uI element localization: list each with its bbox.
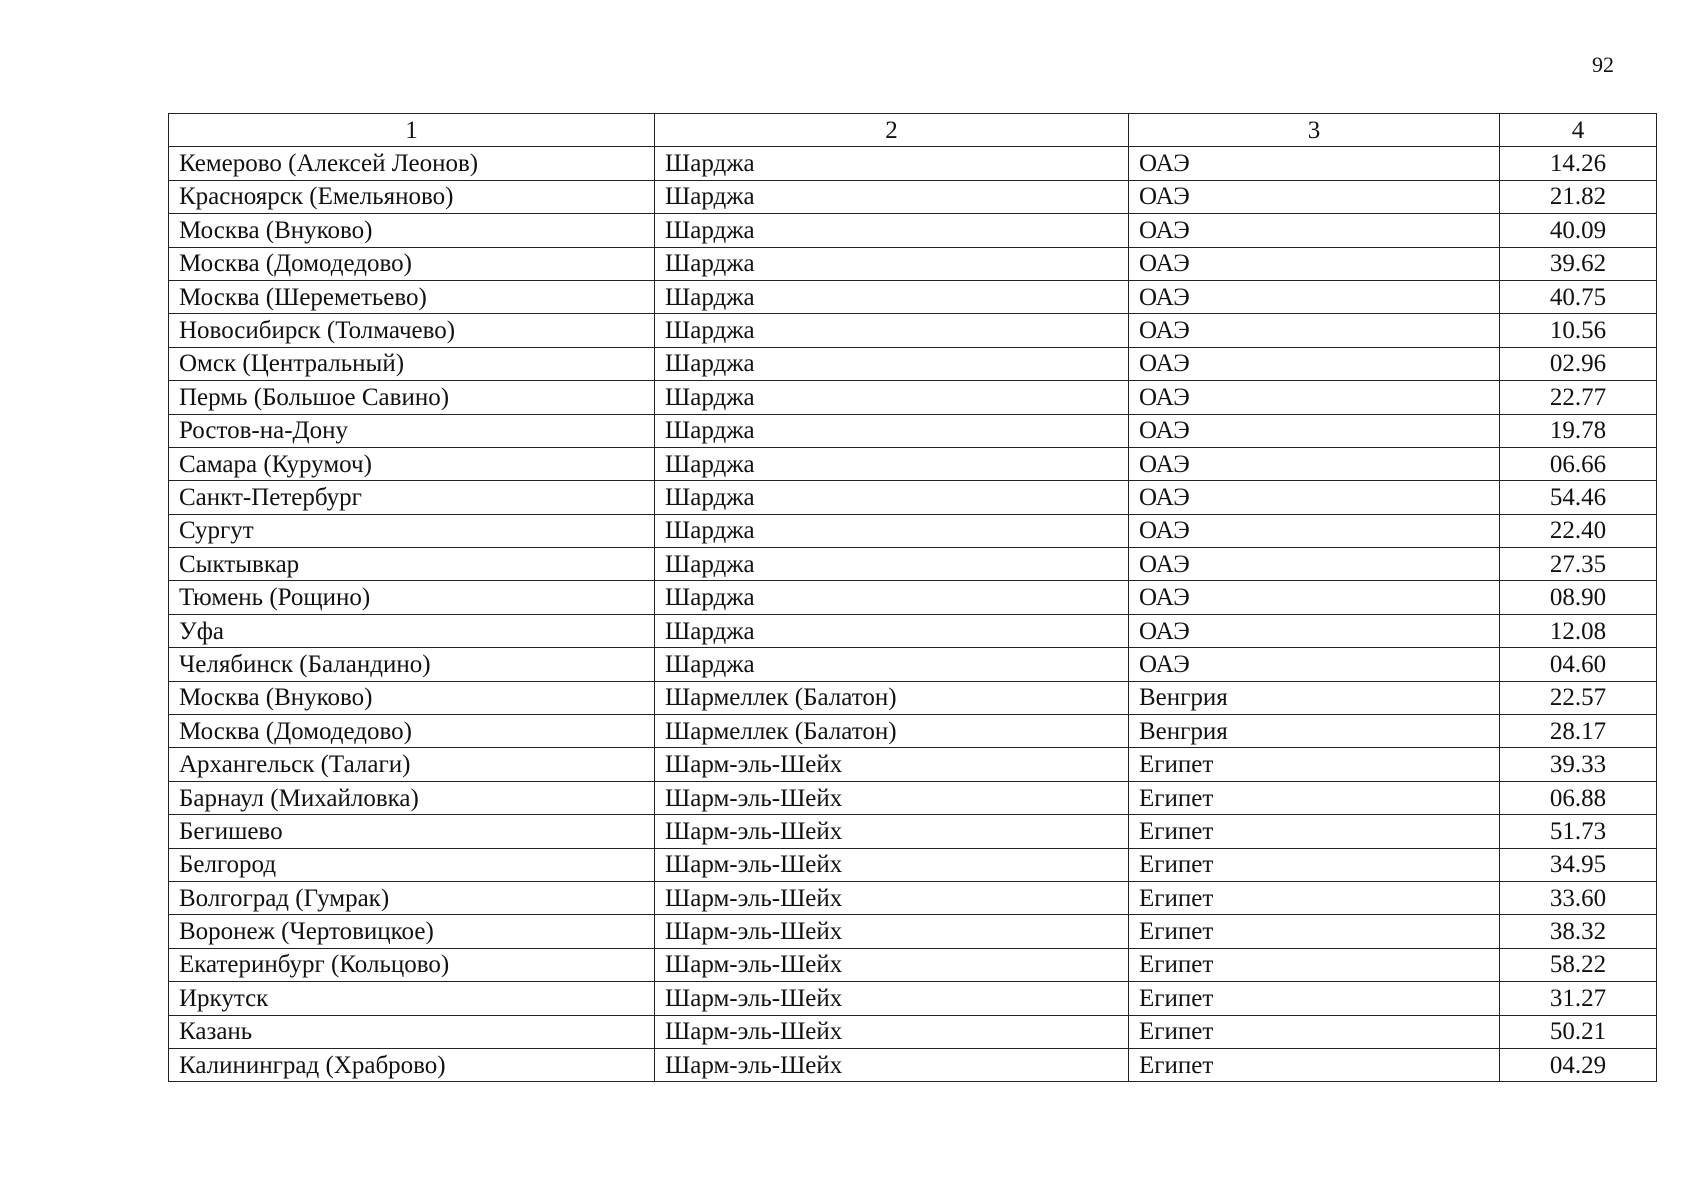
country-cell: Египет xyxy=(1129,982,1500,1015)
table-row xyxy=(169,314,1657,347)
departure-city-cell: Москва (Домодедово) xyxy=(169,247,655,280)
column-header-2: 2 xyxy=(655,114,1129,147)
departure-city-cell: Москва (Шереметьево) xyxy=(169,280,655,313)
country-cell: ОАЭ xyxy=(1129,614,1500,647)
country-cell: Египет xyxy=(1129,748,1500,781)
departure-city-cell: Челябинск (Баландино) xyxy=(169,648,655,681)
table-row xyxy=(169,848,1657,881)
departure-city-cell: Калининград (Храброво) xyxy=(169,1048,655,1081)
table-row xyxy=(169,514,1657,547)
departure-city-cell: Архангельск (Талаги) xyxy=(169,748,655,781)
table-row xyxy=(169,347,1657,380)
country-cell: ОАЭ xyxy=(1129,481,1500,514)
country-cell: ОАЭ xyxy=(1129,548,1500,581)
departure-city-cell: Красноярск (Емельяново) xyxy=(169,180,655,213)
table-row xyxy=(169,781,1657,814)
column-header-4: 4 xyxy=(1500,114,1657,147)
value-cell: 38.32 xyxy=(1500,915,1657,948)
table-row xyxy=(169,247,1657,280)
header-row xyxy=(169,114,1657,147)
destination-cell: Шарм-эль-Шейх xyxy=(655,1015,1129,1048)
value-cell: 22.57 xyxy=(1500,681,1657,714)
table-row xyxy=(169,748,1657,781)
value-cell: 06.66 xyxy=(1500,447,1657,480)
table-row xyxy=(169,982,1657,1015)
table-row xyxy=(169,447,1657,480)
country-cell: ОАЭ xyxy=(1129,581,1500,614)
value-cell: 40.09 xyxy=(1500,214,1657,247)
country-cell: Египет xyxy=(1129,815,1500,848)
destination-cell: Шарджа xyxy=(655,614,1129,647)
value-cell: 34.95 xyxy=(1500,848,1657,881)
departure-city-cell: Санкт-Петербург xyxy=(169,481,655,514)
value-cell: 39.62 xyxy=(1500,247,1657,280)
departure-city-cell: Сургут xyxy=(169,514,655,547)
destination-cell: Шарджа xyxy=(655,581,1129,614)
table-row xyxy=(169,681,1657,714)
destination-cell: Шарджа xyxy=(655,180,1129,213)
departure-city-cell: Уфа xyxy=(169,614,655,647)
destination-cell: Шарм-эль-Шейх xyxy=(655,848,1129,881)
departure-city-cell: Самара (Курумоч) xyxy=(169,447,655,480)
value-cell: 14.26 xyxy=(1500,147,1657,180)
value-cell: 21.82 xyxy=(1500,180,1657,213)
table-header xyxy=(169,114,1657,147)
country-cell: ОАЭ xyxy=(1129,514,1500,547)
departure-city-cell: Москва (Внуково) xyxy=(169,214,655,247)
country-cell: ОАЭ xyxy=(1129,414,1500,447)
country-cell: Египет xyxy=(1129,1048,1500,1081)
table-body xyxy=(169,147,1657,1082)
value-cell: 31.27 xyxy=(1500,982,1657,1015)
value-cell: 58.22 xyxy=(1500,948,1657,981)
departure-city-cell: Барнаул (Михайловка) xyxy=(169,781,655,814)
destination-cell: Шарджа xyxy=(655,147,1129,180)
page-number: 92 xyxy=(1592,52,1614,77)
destination-cell: Шарджа xyxy=(655,314,1129,347)
table-row xyxy=(169,381,1657,414)
destination-cell: Шарм-эль-Шейх xyxy=(655,948,1129,981)
country-cell: ОАЭ xyxy=(1129,381,1500,414)
value-cell: 28.17 xyxy=(1500,715,1657,748)
table-row xyxy=(169,1048,1657,1081)
destination-cell: Шарджа xyxy=(655,347,1129,380)
table-row xyxy=(169,815,1657,848)
destination-cell: Шарджа xyxy=(655,548,1129,581)
value-cell: 22.40 xyxy=(1500,514,1657,547)
destination-cell: Шарм-эль-Шейх xyxy=(655,881,1129,914)
destination-cell: Шарм-эль-Шейх xyxy=(655,748,1129,781)
table-row xyxy=(169,1015,1657,1048)
country-cell: ОАЭ xyxy=(1129,214,1500,247)
departure-city-cell: Екатеринбург (Кольцово) xyxy=(169,948,655,981)
table-row xyxy=(169,648,1657,681)
departure-city-cell: Пермь (Большое Савино) xyxy=(169,381,655,414)
destination-cell: Шарджа xyxy=(655,247,1129,280)
destination-cell: Шарджа xyxy=(655,447,1129,480)
departure-city-cell: Сыктывкар xyxy=(169,548,655,581)
country-cell: ОАЭ xyxy=(1129,314,1500,347)
value-cell: 33.60 xyxy=(1500,881,1657,914)
destination-cell: Шарм-эль-Шейх xyxy=(655,1048,1129,1081)
country-cell: ОАЭ xyxy=(1129,447,1500,480)
destination-cell: Шарджа xyxy=(655,280,1129,313)
value-cell: 40.75 xyxy=(1500,280,1657,313)
country-cell: Египет xyxy=(1129,915,1500,948)
table-row xyxy=(169,147,1657,180)
country-cell: Египет xyxy=(1129,781,1500,814)
destination-cell: Шарджа xyxy=(655,381,1129,414)
departure-city-cell: Новосибирск (Толмачево) xyxy=(169,314,655,347)
departure-city-cell: Ростов-на-Дону xyxy=(169,414,655,447)
departure-city-cell: Белгород xyxy=(169,848,655,881)
value-cell: 27.35 xyxy=(1500,548,1657,581)
country-cell: ОАЭ xyxy=(1129,648,1500,681)
departure-city-cell: Тюмень (Рощино) xyxy=(169,581,655,614)
country-cell: Венгрия xyxy=(1129,681,1500,714)
country-cell: Египет xyxy=(1129,948,1500,981)
departure-city-cell: Москва (Домодедово) xyxy=(169,715,655,748)
value-cell: 02.96 xyxy=(1500,347,1657,380)
value-cell: 08.90 xyxy=(1500,581,1657,614)
value-cell: 04.60 xyxy=(1500,648,1657,681)
departure-city-cell: Волгоград (Гумрак) xyxy=(169,881,655,914)
departure-city-cell: Иркутск xyxy=(169,982,655,1015)
country-cell: ОАЭ xyxy=(1129,147,1500,180)
destination-cell: Шарм-эль-Шейх xyxy=(655,815,1129,848)
destination-cell: Шарджа xyxy=(655,414,1129,447)
value-cell: 04.29 xyxy=(1500,1048,1657,1081)
table-row xyxy=(169,881,1657,914)
table-row xyxy=(169,414,1657,447)
value-cell: 06.88 xyxy=(1500,781,1657,814)
departure-city-cell: Кемерово (Алексей Леонов) xyxy=(169,147,655,180)
value-cell: 50.21 xyxy=(1500,1015,1657,1048)
departure-city-cell: Омск (Центральный) xyxy=(169,347,655,380)
table-row xyxy=(169,581,1657,614)
table-row xyxy=(169,614,1657,647)
value-cell: 12.08 xyxy=(1500,614,1657,647)
table-row xyxy=(169,180,1657,213)
country-cell: ОАЭ xyxy=(1129,347,1500,380)
data-table xyxy=(168,113,1657,1082)
column-header-3: 3 xyxy=(1129,114,1500,147)
value-cell: 10.56 xyxy=(1500,314,1657,347)
destination-cell: Шарджа xyxy=(655,481,1129,514)
country-cell: Венгрия xyxy=(1129,715,1500,748)
column-header-1: 1 xyxy=(169,114,655,147)
country-cell: Египет xyxy=(1129,881,1500,914)
destination-cell: Шармеллек (Балатон) xyxy=(655,715,1129,748)
destination-cell: Шарм-эль-Шейх xyxy=(655,915,1129,948)
departure-city-cell: Казань xyxy=(169,1015,655,1048)
destination-cell: Шарджа xyxy=(655,214,1129,247)
table-row xyxy=(169,548,1657,581)
departure-city-cell: Воронеж (Чертовицкое) xyxy=(169,915,655,948)
destination-cell: Шарм-эль-Шейх xyxy=(655,781,1129,814)
value-cell: 19.78 xyxy=(1500,414,1657,447)
table-row xyxy=(169,715,1657,748)
country-cell: ОАЭ xyxy=(1129,247,1500,280)
departure-city-cell: Бегишево xyxy=(169,815,655,848)
value-cell: 51.73 xyxy=(1500,815,1657,848)
country-cell: Египет xyxy=(1129,848,1500,881)
table-row xyxy=(169,280,1657,313)
departure-city-cell: Москва (Внуково) xyxy=(169,681,655,714)
table-row xyxy=(169,948,1657,981)
destination-cell: Шарм-эль-Шейх xyxy=(655,982,1129,1015)
value-cell: 39.33 xyxy=(1500,748,1657,781)
table-row xyxy=(169,214,1657,247)
destination-cell: Шарджа xyxy=(655,514,1129,547)
table-row xyxy=(169,481,1657,514)
destination-cell: Шарджа xyxy=(655,648,1129,681)
destination-cell: Шармеллек (Балатон) xyxy=(655,681,1129,714)
country-cell: ОАЭ xyxy=(1129,180,1500,213)
table-row xyxy=(169,915,1657,948)
value-cell: 22.77 xyxy=(1500,381,1657,414)
country-cell: Египет xyxy=(1129,1015,1500,1048)
country-cell: ОАЭ xyxy=(1129,280,1500,313)
value-cell: 54.46 xyxy=(1500,481,1657,514)
